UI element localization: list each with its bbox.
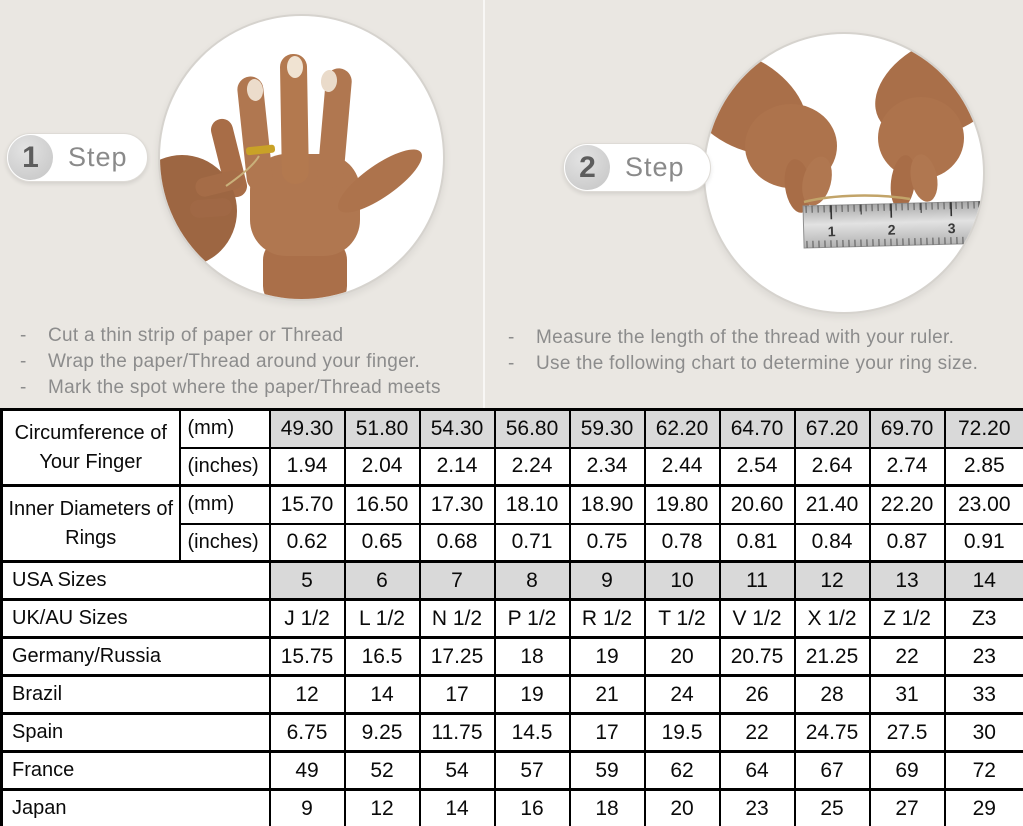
size-value-cell: P 1/2 — [495, 600, 570, 638]
step1-number: 1 — [8, 135, 53, 180]
size-value-cell: 21 — [570, 676, 645, 714]
table-row — [2, 410, 1023, 448]
size-value-cell: 72 — [945, 752, 1023, 790]
size-value-cell: 16.5 — [345, 638, 420, 676]
table-row — [2, 752, 1023, 790]
size-value-cell: J 1/2 — [270, 600, 345, 638]
size-value-cell: V 1/2 — [720, 600, 795, 638]
bullet-dash: - — [508, 353, 515, 374]
size-value-cell: 19.5 — [645, 714, 720, 752]
step2-instructions — [508, 326, 1018, 378]
size-value-cell: 17 — [570, 714, 645, 752]
ruler-number: 2 — [887, 221, 896, 238]
size-value-cell: 49 — [270, 752, 345, 790]
size-value-cell: 19 — [495, 676, 570, 714]
size-value-cell: 16 — [495, 790, 570, 826]
size-value-cell: 2.04 — [345, 448, 420, 486]
size-value-cell: 49.30 — [270, 410, 345, 448]
row-label-cell: France — [2, 752, 270, 790]
size-value-cell: 2.54 — [720, 448, 795, 486]
instruction-line — [508, 326, 1018, 349]
size-value-cell: 14.5 — [495, 714, 570, 752]
table-row — [2, 600, 1023, 638]
size-value-cell: L 1/2 — [345, 600, 420, 638]
table-row — [2, 790, 1023, 826]
instruction-line — [20, 376, 480, 399]
unit-cell: (mm) — [180, 486, 270, 524]
size-value-cell: 2.34 — [570, 448, 645, 486]
size-value-cell: 0.65 — [345, 524, 420, 562]
size-value-cell: 11.75 — [420, 714, 495, 752]
size-value-cell: 0.62 — [270, 524, 345, 562]
size-value-cell: 18 — [495, 638, 570, 676]
step1-label: Step — [68, 142, 128, 172]
bullet-dash: - — [508, 327, 515, 348]
instruction-text: Mark the spot where the paper/Thread meets — [48, 377, 441, 398]
size-value-cell: 21.25 — [795, 638, 870, 676]
size-value-cell: 59 — [570, 752, 645, 790]
size-value-cell: 2.14 — [420, 448, 495, 486]
size-value-cell: 31 — [870, 676, 945, 714]
size-value-cell: 27.5 — [870, 714, 945, 752]
size-value-cell: 15.75 — [270, 638, 345, 676]
instruction-text: Measure the length of the thread with your ruler. — [536, 327, 955, 348]
size-value-cell: 20.60 — [720, 486, 795, 524]
size-value-cell: 64.70 — [720, 410, 795, 448]
size-value-cell: 20 — [645, 638, 720, 676]
size-value-cell: 0.75 — [570, 524, 645, 562]
size-value-cell: 10 — [645, 562, 720, 600]
ring-size-table-body — [2, 410, 1023, 826]
size-value-cell: 2.64 — [795, 448, 870, 486]
size-value-cell: 13 — [870, 562, 945, 600]
step1-badge — [6, 133, 148, 182]
size-value-cell: 2.74 — [870, 448, 945, 486]
size-value-cell: 25 — [795, 790, 870, 826]
bullet-dash: - — [20, 377, 27, 398]
row-label-cell: Japan — [2, 790, 270, 826]
size-value-cell: Z3 — [945, 600, 1023, 638]
size-value-cell: 0.87 — [870, 524, 945, 562]
size-value-cell: 29 — [945, 790, 1023, 826]
size-value-cell: 0.91 — [945, 524, 1023, 562]
size-value-cell: 0.84 — [795, 524, 870, 562]
size-value-cell: 22 — [870, 638, 945, 676]
size-value-cell: 8 — [495, 562, 570, 600]
size-value-cell: 23 — [720, 790, 795, 826]
unit-cell: (inches) — [180, 448, 270, 486]
size-value-cell: 17.25 — [420, 638, 495, 676]
size-value-cell: 54 — [420, 752, 495, 790]
size-value-cell: 9 — [270, 790, 345, 826]
size-value-cell: 19 — [570, 638, 645, 676]
size-value-cell: 9 — [570, 562, 645, 600]
size-value-cell: 69 — [870, 752, 945, 790]
step1-instructions — [20, 324, 480, 402]
size-value-cell: 12 — [270, 676, 345, 714]
size-value-cell: X 1/2 — [795, 600, 870, 638]
size-value-cell: 67 — [795, 752, 870, 790]
size-value-cell: 24 — [645, 676, 720, 714]
size-value-cell: 62 — [645, 752, 720, 790]
row-label-cell: Circumference of Your Finger — [2, 410, 180, 486]
step2-photo — [703, 32, 985, 314]
instruction-text: Cut a thin strip of paper or Thread — [48, 325, 344, 346]
table-row — [2, 638, 1023, 676]
size-value-cell: 14 — [345, 676, 420, 714]
ruler — [803, 201, 982, 248]
size-value-cell: 69.70 — [870, 410, 945, 448]
size-value-cell: 1.94 — [270, 448, 345, 486]
size-value-cell: 19.80 — [645, 486, 720, 524]
size-value-cell: 22 — [720, 714, 795, 752]
instruction-line — [20, 350, 480, 373]
size-value-cell: 14 — [945, 562, 1023, 600]
size-value-cell: 30 — [945, 714, 1023, 752]
size-value-cell: 2.44 — [645, 448, 720, 486]
measuring-thread-illustration — [705, 34, 985, 314]
table-row — [2, 676, 1023, 714]
size-value-cell: 52 — [345, 752, 420, 790]
size-value-cell: 12 — [795, 562, 870, 600]
size-value-cell: 67.20 — [795, 410, 870, 448]
size-value-cell: 15.70 — [270, 486, 345, 524]
size-value-cell: 54.30 — [420, 410, 495, 448]
size-value-cell: 11 — [720, 562, 795, 600]
size-value-cell: 18.90 — [570, 486, 645, 524]
size-value-cell: 0.81 — [720, 524, 795, 562]
size-value-cell: 62.20 — [645, 410, 720, 448]
size-value-cell: 33 — [945, 676, 1023, 714]
size-value-cell: 24.75 — [795, 714, 870, 752]
size-value-cell: T 1/2 — [645, 600, 720, 638]
table-row — [2, 714, 1023, 752]
size-value-cell: 0.71 — [495, 524, 570, 562]
size-value-cell: 23.00 — [945, 486, 1023, 524]
size-value-cell: 2.24 — [495, 448, 570, 486]
instruction-text: Use the following chart to determine your ring size. — [536, 353, 979, 374]
step2-badge — [563, 143, 711, 192]
size-value-cell: 23 — [945, 638, 1023, 676]
unit-cell: (mm) — [180, 410, 270, 448]
size-value-cell: 17.30 — [420, 486, 495, 524]
bullet-dash: - — [20, 351, 27, 372]
ruler-number: 3 — [947, 220, 956, 237]
step1-photo — [158, 14, 445, 301]
ruler-number: 1 — [827, 223, 836, 240]
row-label-cell: USA Sizes — [2, 562, 270, 600]
step2-label: Step — [625, 152, 685, 182]
hand-with-ring-illustration — [160, 16, 445, 301]
size-value-cell: 6 — [345, 562, 420, 600]
row-label-cell: Inner Diameters of Rings — [2, 486, 180, 562]
row-label-cell: UK/AU Sizes — [2, 600, 270, 638]
size-value-cell: 18.10 — [495, 486, 570, 524]
table-row — [2, 486, 1023, 524]
instruction-line — [508, 352, 1018, 375]
size-value-cell: 21.40 — [795, 486, 870, 524]
row-label-cell: Germany/Russia — [2, 638, 270, 676]
size-value-cell: 20 — [645, 790, 720, 826]
size-value-cell: 28 — [795, 676, 870, 714]
size-value-cell: 27 — [870, 790, 945, 826]
size-value-cell: 7 — [420, 562, 495, 600]
size-value-cell: R 1/2 — [570, 600, 645, 638]
size-value-cell: 12 — [345, 790, 420, 826]
instruction-line — [20, 324, 480, 347]
size-value-cell: 0.78 — [645, 524, 720, 562]
size-value-cell: 5 — [270, 562, 345, 600]
size-value-cell: 59.30 — [570, 410, 645, 448]
size-value-cell: 72.20 — [945, 410, 1023, 448]
size-value-cell: 20.75 — [720, 638, 795, 676]
row-label-cell: Brazil — [2, 676, 270, 714]
row-label-cell: Spain — [2, 714, 270, 752]
size-value-cell: 6.75 — [270, 714, 345, 752]
size-value-cell: 16.50 — [345, 486, 420, 524]
size-value-cell: 2.85 — [945, 448, 1023, 486]
table-row — [2, 562, 1023, 600]
unit-cell: (inches) — [180, 524, 270, 562]
size-value-cell: 18 — [570, 790, 645, 826]
instruction-text: Wrap the paper/Thread around your finger. — [48, 351, 421, 372]
size-value-cell: 17 — [420, 676, 495, 714]
size-value-cell: 26 — [720, 676, 795, 714]
size-value-cell: N 1/2 — [420, 600, 495, 638]
section-divider — [483, 0, 485, 408]
size-value-cell: 0.68 — [420, 524, 495, 562]
size-value-cell: 22.20 — [870, 486, 945, 524]
size-value-cell: Z 1/2 — [870, 600, 945, 638]
size-value-cell: 64 — [720, 752, 795, 790]
size-value-cell: 56.80 — [495, 410, 570, 448]
size-value-cell: 57 — [495, 752, 570, 790]
size-value-cell: 14 — [420, 790, 495, 826]
bullet-dash: - — [20, 325, 27, 346]
size-value-cell: 51.80 — [345, 410, 420, 448]
step2-number: 2 — [565, 145, 610, 190]
size-value-cell: 9.25 — [345, 714, 420, 752]
ring-size-table — [0, 408, 1023, 826]
